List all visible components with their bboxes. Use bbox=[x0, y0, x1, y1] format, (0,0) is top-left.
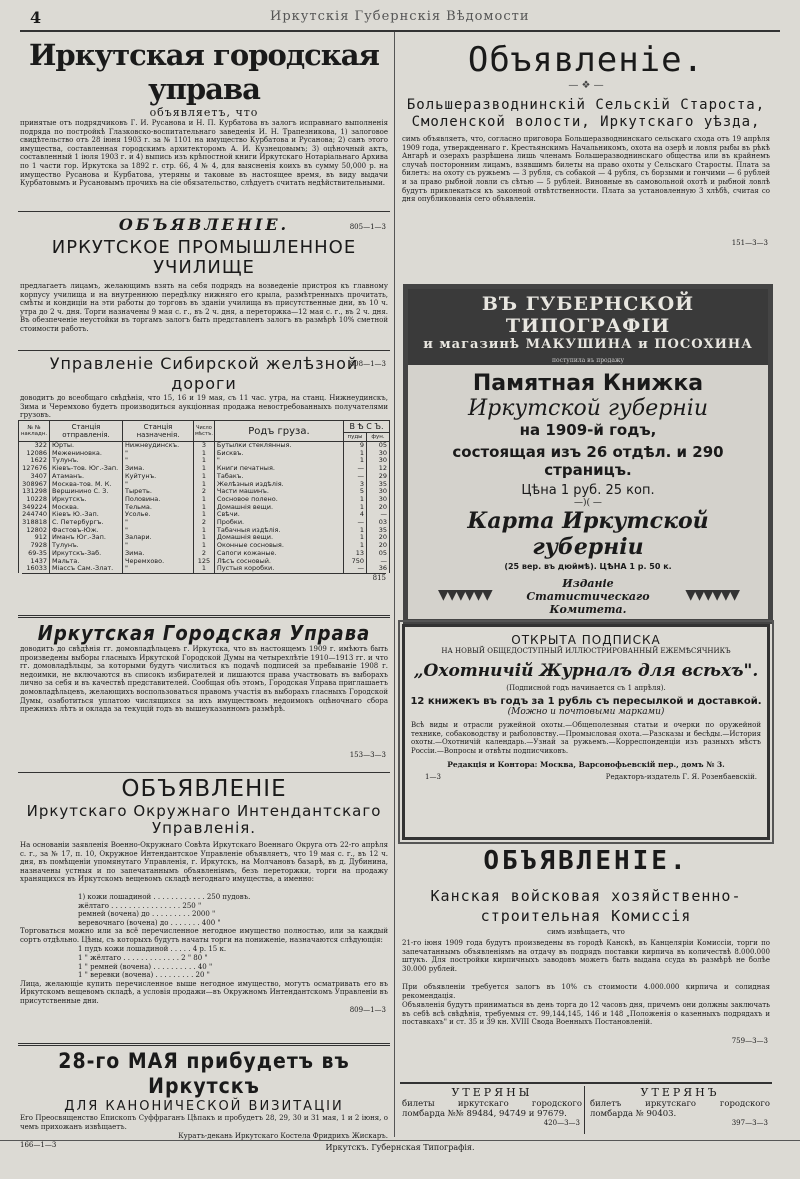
table-cell: Черемхово. bbox=[123, 558, 194, 566]
right-column bbox=[400, 32, 772, 276]
table-row bbox=[19, 534, 390, 542]
uprava2-notice bbox=[18, 621, 390, 769]
kansk-body: 21-го іюня 1909 года будутъ произведены въ городѣ Канскѣ, въ Канцеляріи Комиссіи, торги по запечатаннымъ объявленіямъ на отдачу въ подрядъ поставки кирпича въ количествѣ 8.000.000 штукъ. Для постройки кирпичныхъ заводовъ можетъ быть выдана ссуда въ размѣрѣ не болѣе 30.000 рублей. bbox=[402, 939, 770, 973]
table-cell: 1437 bbox=[19, 558, 50, 566]
table-cell: 125 bbox=[194, 558, 215, 566]
table-cell: — bbox=[344, 519, 367, 527]
col-header: В Ѣ С Ъ. bbox=[344, 421, 390, 433]
table-cell: 10228 bbox=[19, 496, 50, 504]
bishop-sign: Куратъ-декань Иркутскаго Костела Фридрихъ Жискаръ. bbox=[178, 1132, 388, 1140]
col-header: Число мѣстъ. bbox=[194, 421, 215, 442]
uprava-body: принятые отъ подрядчиковъ Г. И. Русанова и Н. П. Курбатова въ залогъ исправнаго выполненія подряда по постройкѣ Глазковско-воспитательнаго заведенія И. Н. Трапезникова, 1) залоговое свидѣтельство отъ 28 іюня 1903 г. за № 1101 на имущество Курбатова и Русанова; 2) санъ этого имущества, составленная городскимъ архитекторомъ А. И. Кузнецовымъ; 3) оцѣночный актъ, составленный 1 іюля 1903 г. и 4) выпись изъ крѣпостной книги Иркутскаго Нотаріальнаго Архива по 1 части гор. Иркутска за 1892 г. стр. 66, 4 № 4, для выясненія коихъ въ сумму 50,000 р. на имущество Русанова и Курбатова, утеряны и таковые въ настоящее время, въ виду выдачи Курбатовымъ и Русановымъ прочихъ на сіе обязательство, слѣдуетъ считать недѣйствительными. bbox=[20, 119, 388, 188]
table-cell: Кіевъ Ю.-Зап. bbox=[50, 511, 123, 519]
table-row bbox=[19, 565, 390, 573]
table-cell: 5 bbox=[344, 488, 367, 496]
table-cell: 12802 bbox=[19, 527, 50, 535]
railway-notice bbox=[18, 354, 390, 612]
intendant-tag: 809—1—3 bbox=[349, 1005, 386, 1014]
column-divider bbox=[394, 32, 395, 1137]
uchilishe-tag: 808—1—3 bbox=[349, 360, 386, 368]
bishop-title: 28-го МАЯ прибудетъ въ Иркутскъ bbox=[58, 1049, 350, 1098]
table-cell: Вершинино С. З. bbox=[50, 488, 123, 496]
table-cell: 2 bbox=[194, 550, 215, 558]
table-cell: Домашнія вещи. bbox=[214, 534, 343, 542]
book-title: Памятная Книжка bbox=[472, 371, 704, 396]
sub-tag: 1—3 bbox=[425, 773, 441, 781]
intendant-item: веревочнаго (вочена) до . . . . . . . 400 " bbox=[78, 918, 221, 927]
table-cell: 1 bbox=[344, 542, 367, 550]
intendant-body2: Торговаться можно или за всё перечисленное негодное имущество полностью, или за каждый сортъ отдѣльно. Цѣны, съ которыхъ будутъ начаты торги на пониженіе, назначаются слѣдующія: bbox=[20, 927, 388, 944]
table-cell: Кіевъ-тов. Юг.-Зап. bbox=[50, 465, 123, 473]
table-cell: — bbox=[344, 465, 367, 473]
table-cell: " bbox=[123, 519, 194, 527]
table-cell: 131298 bbox=[19, 488, 50, 496]
lost2-notice bbox=[588, 1086, 772, 1134]
typography-line1: ВЪ ГУБЕРНСКОЙ ТИПОГРАФІИ bbox=[481, 293, 695, 337]
col-header: Родъ груза. bbox=[214, 421, 343, 442]
table-cell: " bbox=[123, 481, 194, 489]
table-cell: 1 bbox=[194, 465, 215, 473]
table-cell: Табакъ. bbox=[214, 473, 343, 481]
table-cell: Куйтунъ. bbox=[123, 473, 194, 481]
table-cell: 05 bbox=[367, 442, 390, 450]
table-cell: Зима. bbox=[123, 550, 194, 558]
book-title-2: Иркутской губерніи bbox=[467, 396, 708, 421]
table-cell: 3 bbox=[194, 442, 215, 450]
lost1-notice bbox=[400, 1086, 585, 1134]
table-cell: 1 bbox=[194, 534, 215, 542]
book-year: на 1909-й годъ, bbox=[519, 421, 657, 439]
table-cell: Табачныя издѣлія. bbox=[214, 527, 343, 535]
kansk-subtitle: симъ извѣщаетъ, что bbox=[547, 928, 625, 936]
lost2-body: билетъ иркутскаго городского ломбарда № 90403. bbox=[590, 1099, 770, 1119]
table-cell: 69-35 bbox=[19, 550, 50, 558]
intendant-heading: ОБЪЯВЛЕНІЕ bbox=[121, 776, 287, 802]
table-cell: 2 bbox=[194, 519, 215, 527]
table-row bbox=[19, 450, 390, 458]
publisher-line1: Изданіе bbox=[562, 577, 614, 590]
uprava2-tag: 153—3—3 bbox=[349, 751, 386, 759]
table-cell: 244740 bbox=[19, 511, 50, 519]
table-cell: 9 bbox=[344, 442, 367, 450]
table-cell: 1 bbox=[194, 481, 215, 489]
table-cell: 05 bbox=[367, 550, 390, 558]
table-cell: — bbox=[367, 511, 390, 519]
book-pages: состоящая изъ 26 отдѣл. и 290 страницъ. bbox=[452, 443, 724, 479]
table-row bbox=[19, 519, 390, 527]
uprava-subtitle: объявляетъ, что bbox=[149, 106, 259, 119]
table-cell: Бутылки стеклянныя. bbox=[214, 442, 343, 450]
table-cell: 750 bbox=[344, 558, 367, 566]
table-row bbox=[19, 511, 390, 519]
table-row bbox=[19, 558, 390, 566]
table-row bbox=[19, 481, 390, 489]
intendant-notice bbox=[18, 776, 390, 1040]
table-cell: Иркутскъ. bbox=[50, 496, 123, 504]
table-cell: 1 bbox=[194, 542, 215, 550]
kansk-tag: 759—3—3 bbox=[731, 1037, 768, 1045]
cargo-table bbox=[18, 420, 390, 573]
table-cell: " bbox=[214, 457, 343, 465]
col-header: Станція назначенія. bbox=[123, 421, 194, 442]
col-header: № № накладн. bbox=[19, 421, 50, 442]
intendant-price: 1 пудъ кожи лошадиной . . . . . 4 р. 15 к. bbox=[78, 945, 227, 954]
typography-header bbox=[408, 289, 768, 356]
intendant-item: 1) кожи лошадиной . . . . . . . . . . . . 250 пудовъ. bbox=[78, 893, 251, 901]
table-cell: 3 bbox=[344, 481, 367, 489]
table-cell: 1 bbox=[344, 457, 367, 465]
starosta-notice bbox=[400, 40, 772, 276]
sub-line2: НА НОВЫЙ ОБЩЕДОСТУПНЫЙ ИЛЛЮСТРИРОВАННЫЙ ЕЖЕМѢСЯЧНИКЪ bbox=[441, 647, 731, 655]
intendant-item: жёлтаго . . . . . . . . . . . . . . . . 250 " bbox=[78, 901, 202, 910]
table-cell: Пустыя коробки. bbox=[214, 565, 343, 573]
sub-line3: (Подписной годъ начинается съ 1 апрѣля). bbox=[506, 684, 666, 692]
kansk-body3: Объявленія будутъ приниматься въ день торга до 12 часовъ дня, причемъ они должны заключать въ себѣ всѣ свѣдѣнія, требуемыя ст. 99,144,145, 146 и 148 „Положенія о казенныхъ подрядахъ и поставкахъ" и ст. 35 и 39 кн. XVIII Свода Военныхъ Постановленій. bbox=[402, 1001, 770, 1027]
table-cell: — bbox=[344, 473, 367, 481]
page-header bbox=[20, 6, 780, 32]
table-cell: Сосновое полено. bbox=[214, 496, 343, 504]
table-cell: 308967 bbox=[19, 481, 50, 489]
table-cell: Межениновка. bbox=[50, 450, 123, 458]
table-cell: 35 bbox=[367, 527, 390, 535]
starosta-tag: 151—3—3 bbox=[731, 239, 768, 247]
col-header: пуды bbox=[344, 433, 367, 442]
table-row bbox=[19, 496, 390, 504]
sub-editor: Редакторъ-издатель Г. Я. Розенбаевскій. bbox=[605, 773, 757, 781]
table-cell: 1 bbox=[194, 473, 215, 481]
bishop-body: Его Преосвященство Епископъ Суффраганъ Цѣпакъ и пробудетъ 28, 29, 30 и 31 мая, 1 и 2 іюня, о чемъ прихожанъ извѣщаетъ. bbox=[20, 1114, 388, 1131]
uchilishe-heading: ОБЪЯВЛЕНІЕ. bbox=[118, 215, 290, 234]
sub-line1: ОТКРЫТА ПОДПИСКА bbox=[511, 633, 661, 647]
table-cell: Свѣчи. bbox=[214, 511, 343, 519]
table-cell: 30 bbox=[367, 488, 390, 496]
table-cell: 322 bbox=[19, 442, 50, 450]
bishop-subtitle: ДЛЯ КАНОНИЧЕСКОЙ ВИЗИТАЦІИ bbox=[64, 1099, 344, 1114]
bishop-tag: 166—1—3 bbox=[20, 1140, 57, 1149]
uchilishe-body: предлагаетъ лицамъ, желающимъ взять на себя подрядъ на возведеніе пристроя къ главному корпусу училища и на внутреннюю передѣлку нижняго его крыла, размѣтренныхъ прочитать, смѣты и кондиціи на эти работы до торговъ въ зданіи училища въ присутственные дни, въ 10 ч. утра до 2 ч. дня. Торги назначены 9 мая с. г., въ 2 ч. дня, а переторжка—12 мая с. г., въ 2 ч. дня. Въ обезпеченіе неустойки въ торгамъ залогъ быть представленъ залогъ въ размѣрѣ 10% сметной стоимости работъ. bbox=[20, 282, 388, 333]
ornament: — ❖ — bbox=[568, 80, 604, 91]
intendant-body3: Лица, желающіе купить перечисленное выше негодное имущество, могутъ осматривать его въ Иркутскомъ вещевомъ складѣ, а условія продажи—въ Окружномъ Интендантскомъ Управленіи въ присутственные дни. bbox=[20, 979, 388, 1005]
table-cell: 1 bbox=[344, 527, 367, 535]
uprava-title: Иркутская городская управа bbox=[29, 38, 379, 106]
starosta-heading: Объявленіе. bbox=[467, 40, 705, 80]
typography-strip: поступила въ продажу bbox=[408, 356, 768, 365]
table-row bbox=[19, 550, 390, 558]
table-cell: 13 bbox=[344, 550, 367, 558]
divider bbox=[18, 1043, 390, 1046]
table-row bbox=[19, 504, 390, 512]
book-price: Цѣна 1 руб. 25 коп. bbox=[521, 483, 655, 498]
typography-line2: и магазинѣ МАКУШИНА и ПОСОХИНА bbox=[423, 337, 753, 352]
table-cell: 36 bbox=[367, 565, 390, 573]
lost1-title: УТЕРЯНЫ bbox=[451, 1086, 533, 1099]
railway-title: Управленіе Сибирской желѣзной дороги bbox=[49, 354, 359, 393]
subscription-ad bbox=[402, 624, 770, 840]
table-cell: 35 bbox=[367, 481, 390, 489]
table-cell: 2 bbox=[194, 488, 215, 496]
table-cell: 20 bbox=[367, 542, 390, 550]
table-cell: Москва-тов. М. К. bbox=[50, 481, 123, 489]
railway-tag: 815 bbox=[22, 573, 386, 582]
typography-ad bbox=[403, 284, 773, 624]
table-cell: 4 bbox=[344, 511, 367, 519]
table-cell: Иманъ Юг.-Зап. bbox=[50, 534, 123, 542]
table-cell: Тулунъ. bbox=[50, 542, 123, 550]
map-title: Карта Иркутской губерніи bbox=[467, 508, 709, 560]
sub-title: „Охотничій Журналъ для всѣхъ". bbox=[413, 661, 759, 681]
table-cell: Юрты. bbox=[50, 442, 123, 450]
table-cell: 127676 bbox=[19, 465, 50, 473]
table-cell: 30 bbox=[367, 450, 390, 458]
left-column bbox=[18, 32, 390, 1149]
table-row bbox=[19, 442, 390, 450]
table-cell: Нижнеудинскъ. bbox=[123, 442, 194, 450]
table-row bbox=[19, 542, 390, 550]
divider bbox=[18, 211, 390, 212]
table-cell: 16033 bbox=[19, 565, 50, 573]
cargo-table-body bbox=[19, 442, 390, 573]
table-cell: 3407 bbox=[19, 473, 50, 481]
table-cell: Лѣсъ сосновый. bbox=[214, 558, 343, 566]
uprava2-body: доводитъ до свѣдѣнія гг. домовладѣльцевъ г. Иркутска, что въ настоящемъ 1909 г. имѣютъ быть произведены выборы гласныхъ Иркутской Городской Думы на четырехлѣтіе 1910—1913 гг. и что гг. домовладѣльцы, за которыми будутъ числиться къ подачѣ подписей за пребываніе 1908 г. недоимки, не включаются въ списокъ избирателей и лишаются права участвовать въ выборахъ лично за себя и въ качествѣ представителей. Сообщая объ этомъ, Городская Управа приглашаетъ домовладѣльцевъ, желающихъ воспользоваться правомъ участія въ выборахъ гласныхъ Городской Думы, озаботиться уплатою числящихся за ихъ имуществомъ недоимокъ оцѣночнаго сбора прежнихъ лѣтъ и оклада за текущій годъ въ вышеуказанномъ размѣрѣ. bbox=[20, 645, 388, 714]
table-cell: " bbox=[123, 565, 194, 573]
map-price: (25 вер. въ дюймѣ). ЦѢНА 1 р. 50 к. bbox=[504, 562, 672, 571]
table-cell: Залари. bbox=[123, 534, 194, 542]
table-cell: Иркутскъ-Заб. bbox=[50, 550, 123, 558]
table-cell: " bbox=[123, 457, 194, 465]
lost1-body: билеты иркутскаго городского ломбарда №№ 89484, 94749 и 97679. bbox=[402, 1099, 582, 1119]
kansk-notice bbox=[400, 846, 772, 1045]
table-cell: 1 bbox=[194, 504, 215, 512]
table-cell: 1 bbox=[194, 496, 215, 504]
table-cell: 1 bbox=[194, 527, 215, 535]
starosta-body: симъ объявляетъ, что, согласно приговора Большеразводнинскаго сельскаго схода отъ 19 апрѣля 1909 года, утвержденнаго г. Крестьянскимъ Начальникомъ, охота на озерѣ и ловля рыбы въ рѣкѣ Ангарѣ и озерахъ разрѣшена лишь членамъ Большеразводнинскаго общества или въ крайнемъ случаѣ посторонним лицамъ, взявшимъ билеты на право охоты у Сельскаго Старосты. Плата за билетъ: на охоту съ ружьемъ — 3 рубля, съ собакой — 4 рубля, съ борзыми и гончими — 6 рублей и за право рыбной ловли съ сѣтью — 5 рублей. Виновные въ самовольной охотѣ и рыбной ловлѣ будутъ привлекаться къ законной отвѣтственности. Плата за установленную 3 хлѣбѣ, считая со дня опубликованія сего объявленія. bbox=[402, 135, 770, 204]
uchilishe-notice bbox=[18, 215, 390, 368]
table-cell: 1 bbox=[194, 457, 215, 465]
table-row bbox=[19, 527, 390, 535]
table-cell: " bbox=[123, 450, 194, 458]
table-cell: Сапоги кожаные. bbox=[214, 550, 343, 558]
table-cell: Тельма. bbox=[123, 504, 194, 512]
table-cell: Мальта. bbox=[50, 558, 123, 566]
sub-address: Редакція и Контора: Москва, Варсонофьевскій пер., домъ № 3. bbox=[447, 760, 725, 769]
intendant-price: 1 " жёлтаго . . . . . . . . . . . . . 2 " 80 " bbox=[78, 953, 208, 962]
fan-ornament-right: ▼▼▼▼▼▼ bbox=[685, 587, 738, 603]
table-row bbox=[19, 473, 390, 481]
table-row bbox=[19, 457, 390, 465]
table-cell: Атаманъ. bbox=[50, 473, 123, 481]
sub-body: Всѣ виды и отрасли ружейной охоты.—Общеполезныя статьи и очерки по оружейной технике, собаководству и рыболовству.—Промысловая охота.—Разсказы и бесѣды.—История охоты.—Охотничій календарь.—Узнай за ружьемъ.—Корреспонденціи изъ разныхъ мѣстъ Россіи.—Вопросы и отвѣты подписчиковъ. bbox=[411, 721, 761, 755]
table-cell: Москва. bbox=[50, 504, 123, 512]
page-number: 4 bbox=[30, 8, 42, 27]
kansk-title: Канская войсковая хозяйственно-строительная Комиссія bbox=[430, 887, 742, 925]
kansk-body2: При объявленіи требуется залогъ въ 10% съ стоимости 4.000.000 кирпича и солидная рекомендація. bbox=[402, 983, 770, 1000]
starosta-title: Большеразводнинскій Сельскій Староста, Смоленской волости, Иркутскаго уѣзда, bbox=[406, 97, 766, 130]
publisher-line2: Статистическаго bbox=[526, 590, 650, 603]
table-cell: Зима. bbox=[123, 465, 194, 473]
table-cell: 03 bbox=[367, 519, 390, 527]
table-cell: 912 bbox=[19, 534, 50, 542]
page-footer bbox=[0, 1140, 800, 1152]
table-cell: 30 bbox=[367, 496, 390, 504]
table-cell: 30 bbox=[367, 457, 390, 465]
table-cell: Бисквъ. bbox=[214, 450, 343, 458]
intendant-body: На основаніи заявленія Военно-Окружнаго Совѣта Иркутскаго Военнаго Округа отъ 22-го апрѣля с. г., за № 17, п. 10, Окружное Интендантское Управленіе объявляетъ, что 19 мая с. г., въ 12 ч. дня, въ помѣщеніи упомянутаго Управленія, г. Иркутскъ, на Молчановъ базарѣ, въ д. Дубинина, назначены устныя и по запечатаннымъ объявленіямъ, безъ переторжки, торги на продажу хранящихся въ Иркутскомъ вещевомъ складѣ негоднаго имущества, а именно: bbox=[20, 841, 388, 884]
table-cell: С. Петербургъ. bbox=[50, 519, 123, 527]
bishop-notice bbox=[18, 1049, 390, 1149]
intendant-price: 1 " ремней (вочена) . . . . . . . . . . 40 " bbox=[78, 962, 213, 971]
table-cell: 1 bbox=[344, 504, 367, 512]
table-cell: Фастовъ-Юж. bbox=[50, 527, 123, 535]
publisher-line3: Комитета. bbox=[549, 603, 627, 616]
table-cell: " bbox=[123, 527, 194, 535]
divider bbox=[18, 772, 390, 773]
table-cell: " bbox=[123, 542, 194, 550]
table-cell: 20 bbox=[367, 534, 390, 542]
uprava-tag: 805—1—3 bbox=[349, 223, 386, 231]
table-cell: Міассъ Сам.-Злат. bbox=[50, 565, 123, 573]
table-cell: Тулунъ. bbox=[50, 457, 123, 465]
table-cell: Пробки. bbox=[214, 519, 343, 527]
table-cell: Оконные сосновыя. bbox=[214, 542, 343, 550]
sub-footer bbox=[405, 773, 767, 787]
intendant-price: 1 " веревки (вочена) . . . . . . . . . 20 " bbox=[78, 971, 210, 980]
kansk-heading: ОБЪЯВЛЕНІЕ. bbox=[483, 846, 689, 876]
table-cell: Домашнія вещи. bbox=[214, 504, 343, 512]
printer-credit: Иркутскъ. Губернская Типографія. bbox=[325, 1143, 475, 1152]
table-cell: 1 bbox=[194, 565, 215, 573]
table-cell: 20 bbox=[367, 504, 390, 512]
table-cell: 349224 bbox=[19, 504, 50, 512]
table-cell: Половина. bbox=[123, 496, 194, 504]
intendant-item: ремней (вочена) до . . . . . . . . . 2000 " bbox=[78, 910, 216, 919]
railway-body: доводитъ до всеобщаго свѣдѣнія, что 15, 16 и 19 мая, съ 11 час. утра, на станц. Нижнеудинскъ, Зима и Черемхово будетъ производиться аукціонная продажа невостребованныхъ получателями грузовъ. bbox=[20, 394, 388, 420]
table-cell: — bbox=[367, 558, 390, 566]
table-cell: 1 bbox=[194, 450, 215, 458]
table-cell: 1622 bbox=[19, 457, 50, 465]
fan-ornament-left: ▼▼▼▼▼▼ bbox=[438, 587, 491, 603]
divider bbox=[18, 615, 390, 618]
table-cell: 1 bbox=[344, 496, 367, 504]
table-cell: 7928 bbox=[19, 542, 50, 550]
lost1-tag: 420—3—3 bbox=[543, 1119, 580, 1127]
table-cell: 1 bbox=[344, 450, 367, 458]
separator: —)( — bbox=[574, 498, 602, 508]
table-cell: — bbox=[344, 565, 367, 573]
table-cell: 12 bbox=[367, 465, 390, 473]
col-header: Станція отправленія. bbox=[50, 421, 123, 442]
col-header: фун. bbox=[367, 433, 390, 442]
table-cell: 318818 bbox=[19, 519, 50, 527]
lost2-title: УТЕРЯНЪ bbox=[640, 1086, 720, 1099]
table-cell: Тыреть. bbox=[123, 488, 194, 496]
uprava2-title: Иркутская Городская Управа bbox=[37, 621, 371, 645]
table-cell: Части машинъ. bbox=[214, 488, 343, 496]
sub-line4: (Можно и почтовыми марками) bbox=[507, 707, 665, 717]
lost2-tag: 397—3—3 bbox=[731, 1119, 768, 1127]
table-cell: 1 bbox=[344, 534, 367, 542]
paper-title: Иркутскія Губернскія Вѣдомости bbox=[270, 9, 530, 24]
sub-offer: 12 книжекъ въ годъ за 1 рубль съ пересылкой и доставкой. bbox=[410, 696, 762, 707]
divider bbox=[18, 350, 390, 351]
lost-tickets-row bbox=[400, 1082, 772, 1136]
table-cell: Книги печатныя. bbox=[214, 465, 343, 473]
table-row bbox=[19, 488, 390, 496]
intendant-title: Иркутскаго Окружнаго Интендантскаго Управленія. bbox=[26, 802, 382, 837]
table-cell: Желѣзныя издѣлія. bbox=[214, 481, 343, 489]
table-cell: 12086 bbox=[19, 450, 50, 458]
uchilishe-title: ИРКУТСКОЕ ПРОМЫШЛЕННОЕ УЧИЛИЩЕ bbox=[51, 237, 357, 278]
table-cell: 1 bbox=[194, 511, 215, 519]
table-cell: Усолье. bbox=[123, 511, 194, 519]
table-row bbox=[19, 465, 390, 473]
table-cell: 29 bbox=[367, 473, 390, 481]
